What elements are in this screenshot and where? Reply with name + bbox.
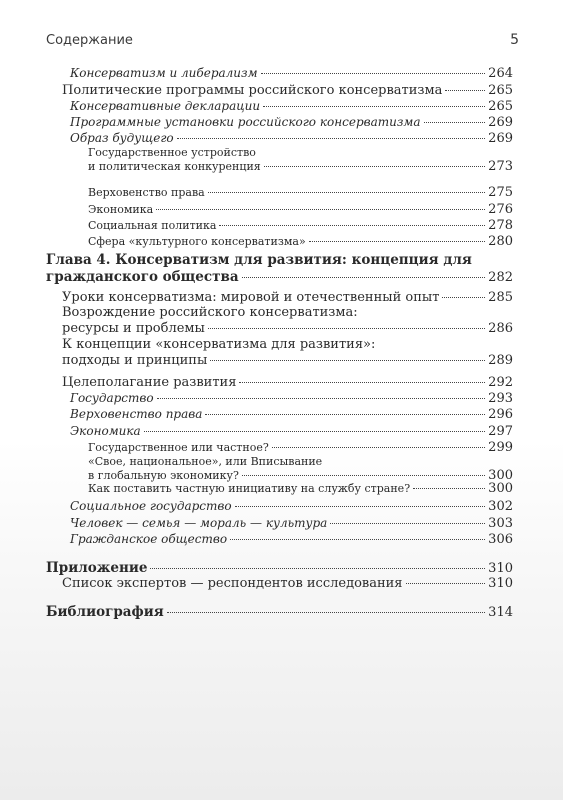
toc-entry-title: Список экспертов — респондентов исследования [62,576,403,591]
toc-entry-page: 276 [488,202,513,217]
toc-entry[interactable] [70,99,513,114]
toc-entry[interactable] [70,391,513,406]
toc-entry-page: 297 [488,424,513,439]
toc-entry[interactable] [70,131,513,146]
toc-entry-title-line: «Свое, национальное», или Вписывание [88,455,323,468]
dot-leader [150,568,485,569]
toc-entry-page: 289 [488,353,513,368]
toc-entry[interactable] [88,441,513,455]
dot-leader [208,192,485,193]
toc-entry-page: 280 [488,234,513,249]
dot-leader [272,447,485,448]
toc-entry[interactable] [70,66,513,81]
toc-entry-title: Государство [70,391,154,405]
dot-leader [167,612,485,613]
toc-entry-title: Гражданское общество [70,532,228,546]
toc-entry-page: 265 [488,83,513,98]
dot-leader [235,506,486,507]
toc-entry-title: и политическая конкуренция [88,160,261,173]
toc-entry[interactable] [88,203,513,217]
toc-entry-page: 300 [488,481,513,496]
toc-entry-title: гражданского общества [46,269,239,285]
toc-entry-page: 292 [488,375,513,390]
toc-entry-page: 302 [488,499,513,514]
toc-entry-title: ресурсы и проблемы [62,321,205,336]
toc-entry-title-line: Глава 4. Консерватизм для развития: концепция для [46,252,472,268]
toc-entry[interactable] [62,576,513,592]
toc-entry-page: 293 [488,391,513,406]
toc-entry-page: 303 [488,516,513,531]
toc-entry-page: 285 [488,290,513,305]
toc-entry-title: Человек — семья — мораль — культура [70,516,328,530]
dot-leader [242,277,486,278]
dot-leader [205,414,485,415]
dot-leader [261,73,486,74]
toc-entry-page: 314 [488,605,513,620]
dot-leader [208,328,485,329]
dot-leader [442,297,485,298]
toc-entry-page: 273 [488,159,513,174]
toc-entry[interactable] [70,516,513,531]
toc-entry-page: 310 [488,576,513,591]
dot-leader [330,523,485,524]
toc-entry-title: подходы и принципы [62,353,208,368]
toc-entry-title: Программные установки российского консерватизма [70,115,421,129]
toc-entry[interactable] [70,407,513,422]
toc-entry-page: 310 [488,561,513,576]
toc-entry-title: Верховенство права [70,407,203,421]
toc-entry-page: 269 [488,115,513,130]
dot-leader [230,539,485,540]
toc-entry-title: Как поставить частную инициативу на службу стране? [88,482,411,495]
toc-entry[interactable] [88,235,513,249]
dot-leader [309,241,485,242]
dot-leader [424,122,486,123]
toc-entry[interactable] [70,115,513,130]
toc-entry-title-line: Государственное устройство [88,146,256,159]
toc-entry-page: 265 [488,99,513,114]
dot-leader [242,475,485,476]
toc-entry-title: в глобальную экономику? [88,469,239,482]
toc-entry[interactable] [62,83,513,99]
dot-leader [263,106,485,107]
toc-entry[interactable] [46,604,513,621]
toc-entry-title-line: Возрождение российского консерватизма: [62,305,358,320]
toc-entry[interactable] [70,532,513,547]
toc-entry-page: 264 [488,66,513,81]
toc-entry-title: Приложение [46,560,148,576]
toc-entry[interactable] [88,455,513,483]
toc-entry-title-line: К концепции «консерватизма для развития»: [62,337,376,352]
toc-entry-page: 300 [488,468,513,483]
toc-entry-title: Сфера «культурного консерватизма» [88,235,306,248]
toc-entry[interactable] [46,252,513,286]
toc-entry[interactable] [88,146,513,174]
toc-entry-title: Социальное государство [70,499,232,513]
dot-leader [239,382,485,383]
dot-leader [157,398,486,399]
toc-entry-page: 299 [488,440,513,455]
toc-entry[interactable] [70,424,513,439]
toc-entry-title: Государственное или частное? [88,441,269,454]
toc-entry-title: Консерватизм и либерализм [70,66,258,80]
page-number: 5 [510,32,519,48]
toc-entry-page: 275 [488,185,513,200]
toc-entry[interactable] [62,305,513,337]
toc-entry[interactable] [62,375,513,391]
dot-leader [219,225,485,226]
dot-leader [144,431,485,432]
running-title: Содержание [46,33,133,48]
toc-entry[interactable] [88,186,513,200]
toc-entry-page: 296 [488,407,513,422]
toc-entry-page: 286 [488,321,513,336]
dot-leader [406,583,486,584]
dot-leader [177,138,486,139]
dot-leader [445,90,485,91]
toc-entry-title: Образ будущего [70,131,174,145]
toc-entry-title: Целеполагание развития [62,375,237,390]
toc-entry[interactable] [88,219,513,233]
toc-entry-page: 278 [488,218,513,233]
toc-entry-page: 306 [488,532,513,547]
toc-entry[interactable] [88,482,513,496]
toc-entry-title: Политические программы российского консерватизма [62,83,443,98]
toc-entry-title: Библиография [46,604,164,620]
toc-entry-title: Экономика [88,203,154,216]
toc-entry[interactable] [70,499,513,514]
toc-entry[interactable] [62,337,513,369]
toc-entry[interactable] [46,560,513,577]
toc-entry-title: Социальная политика [88,219,217,232]
toc-entry-page: 282 [488,270,513,285]
toc-entry[interactable] [62,290,513,306]
toc-entry-title: Консервативные декларации [70,99,261,113]
dot-leader [264,166,485,167]
toc-entry-title: Верховенство права [88,186,205,199]
dot-leader [156,209,485,210]
toc-entry-title: Экономика [70,424,141,438]
dot-leader [210,360,485,361]
toc-entry-page: 269 [488,131,513,146]
toc-entry-title: Уроки консерватизма: мировой и отечественный опыт [62,290,440,305]
dot-leader [413,488,485,489]
